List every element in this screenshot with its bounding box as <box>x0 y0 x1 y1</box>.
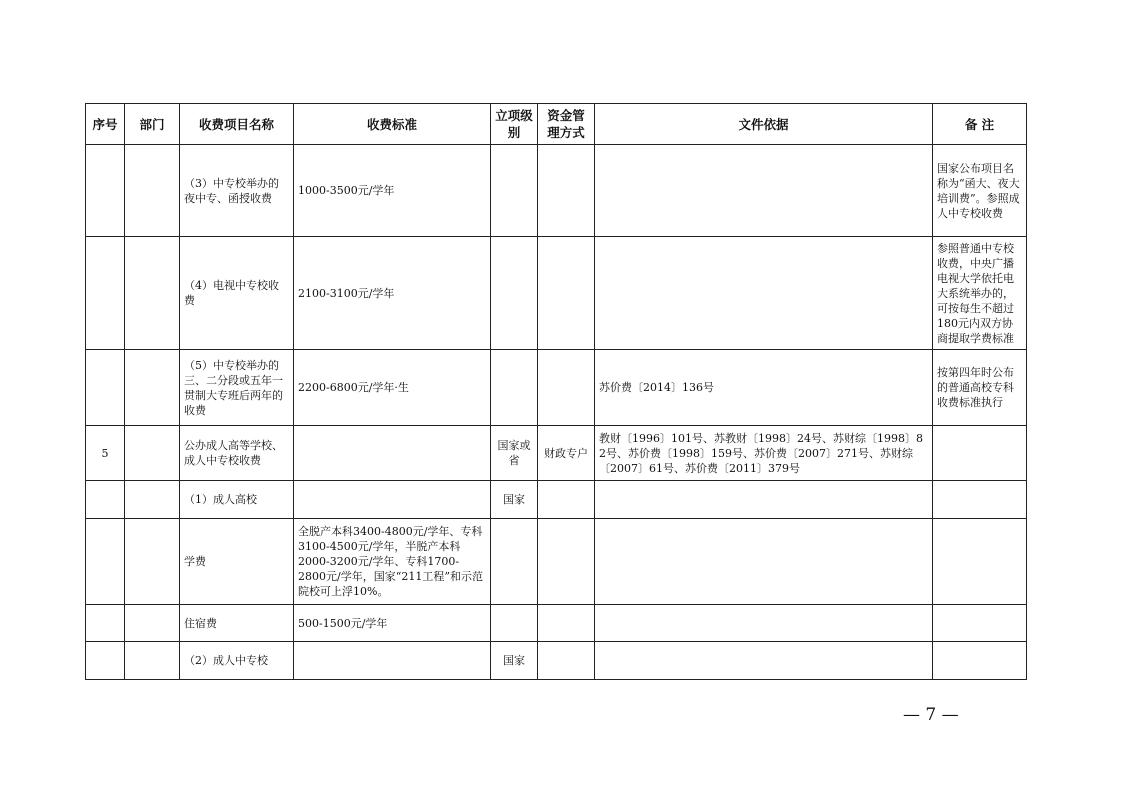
cell-dept <box>125 519 180 605</box>
cell-fund <box>538 481 595 519</box>
header-standard: 收费标准 <box>294 104 491 145</box>
cell-basis <box>595 642 933 680</box>
cell-remark: 按第四年时公布的普通高校专科收费标准执行 <box>933 350 1027 426</box>
cell-standard: 全脱产本科3400-4800元/学年、专科3100-4500元/学年，半脱产本科2000-3200元/学年、专科1700-2800元/学年，国家“211工程”和示范院校可上浮10%。 <box>294 519 491 605</box>
cell-standard: 1000-3500元/学年 <box>294 145 491 237</box>
cell-seq <box>86 237 125 350</box>
cell-remark: 参照普通中专校收费，中央广播电视大学依托电大系统举办的，可按每生不超过180元内双方协商提取学费标准 <box>933 237 1027 350</box>
cell-dept <box>125 145 180 237</box>
header-dept: 部门 <box>125 104 180 145</box>
header-remark: 备 注 <box>933 104 1027 145</box>
cell-name: （2）成人中专校 <box>180 642 294 680</box>
cell-level <box>491 519 538 605</box>
cell-level <box>491 237 538 350</box>
cell-name: （5）中专校举办的三、二分段或五年一贯制大专班后两年的收费 <box>180 350 294 426</box>
cell-standard: 2200-6800元/学年·生 <box>294 350 491 426</box>
cell-level <box>491 145 538 237</box>
table-row <box>86 145 1027 237</box>
cell-level: 国家 <box>491 481 538 519</box>
cell-standard <box>294 426 491 481</box>
table-row <box>86 642 1027 680</box>
table-row <box>86 350 1027 426</box>
cell-name: 学费 <box>180 519 294 605</box>
cell-seq <box>86 605 125 642</box>
cell-seq <box>86 481 125 519</box>
table-row <box>86 481 1027 519</box>
header-level: 立项级别 <box>491 104 538 145</box>
cell-dept <box>125 642 180 680</box>
cell-basis <box>595 605 933 642</box>
cell-seq <box>86 145 125 237</box>
cell-remark <box>933 605 1027 642</box>
cell-standard <box>294 481 491 519</box>
cell-remark: 国家公布项目名称为“函大、夜大培训费”。参照成人中专校收费 <box>933 145 1027 237</box>
cell-seq <box>86 519 125 605</box>
cell-basis: 教财〔1996〕101号、苏教财〔1998〕24号、苏财综〔1998〕82号、苏价费〔1998〕159号、苏价费〔2007〕271号、苏财综〔2007〕61号、苏价费〔2011〕379号 <box>595 426 933 481</box>
table-row <box>86 426 1027 481</box>
cell-fund <box>538 350 595 426</box>
cell-name: （1）成人高校 <box>180 481 294 519</box>
cell-basis <box>595 519 933 605</box>
cell-basis: 苏价费〔2014〕136号 <box>595 350 933 426</box>
cell-fund <box>538 605 595 642</box>
cell-name: 住宿费 <box>180 605 294 642</box>
cell-name: 公办成人高等学校、成人中专校收费 <box>180 426 294 481</box>
cell-seq <box>86 642 125 680</box>
page-number: — 7 — <box>903 705 959 725</box>
fee-table <box>85 103 1027 680</box>
cell-fund <box>538 237 595 350</box>
cell-basis <box>595 237 933 350</box>
cell-name: （4）电视中专校收费 <box>180 237 294 350</box>
table-row <box>86 519 1027 605</box>
cell-basis <box>595 145 933 237</box>
cell-dept <box>125 605 180 642</box>
cell-level: 国家 <box>491 642 538 680</box>
cell-level <box>491 350 538 426</box>
cell-fund: 财政专户 <box>538 426 595 481</box>
cell-fund <box>538 145 595 237</box>
cell-standard: 2100-3100元/学年 <box>294 237 491 350</box>
table-row <box>86 237 1027 350</box>
cell-seq <box>86 350 125 426</box>
cell-remark <box>933 481 1027 519</box>
cell-standard: 500-1500元/学年 <box>294 605 491 642</box>
cell-fund <box>538 519 595 605</box>
cell-remark <box>933 426 1027 481</box>
cell-dept <box>125 481 180 519</box>
cell-seq: 5 <box>86 426 125 481</box>
cell-level: 国家或省 <box>491 426 538 481</box>
cell-remark <box>933 519 1027 605</box>
cell-fund <box>538 642 595 680</box>
cell-remark <box>933 642 1027 680</box>
cell-basis <box>595 481 933 519</box>
cell-level <box>491 605 538 642</box>
header-basis: 文件依据 <box>595 104 933 145</box>
header-seq: 序号 <box>86 104 125 145</box>
cell-dept <box>125 350 180 426</box>
header-fund: 资金管理方式 <box>538 104 595 145</box>
cell-standard <box>294 642 491 680</box>
cell-dept <box>125 426 180 481</box>
table-row <box>86 605 1027 642</box>
cell-dept <box>125 237 180 350</box>
cell-name: （3）中专校举办的夜中专、函授收费 <box>180 145 294 237</box>
header-name: 收费项目名称 <box>180 104 294 145</box>
header-row <box>86 104 1027 145</box>
